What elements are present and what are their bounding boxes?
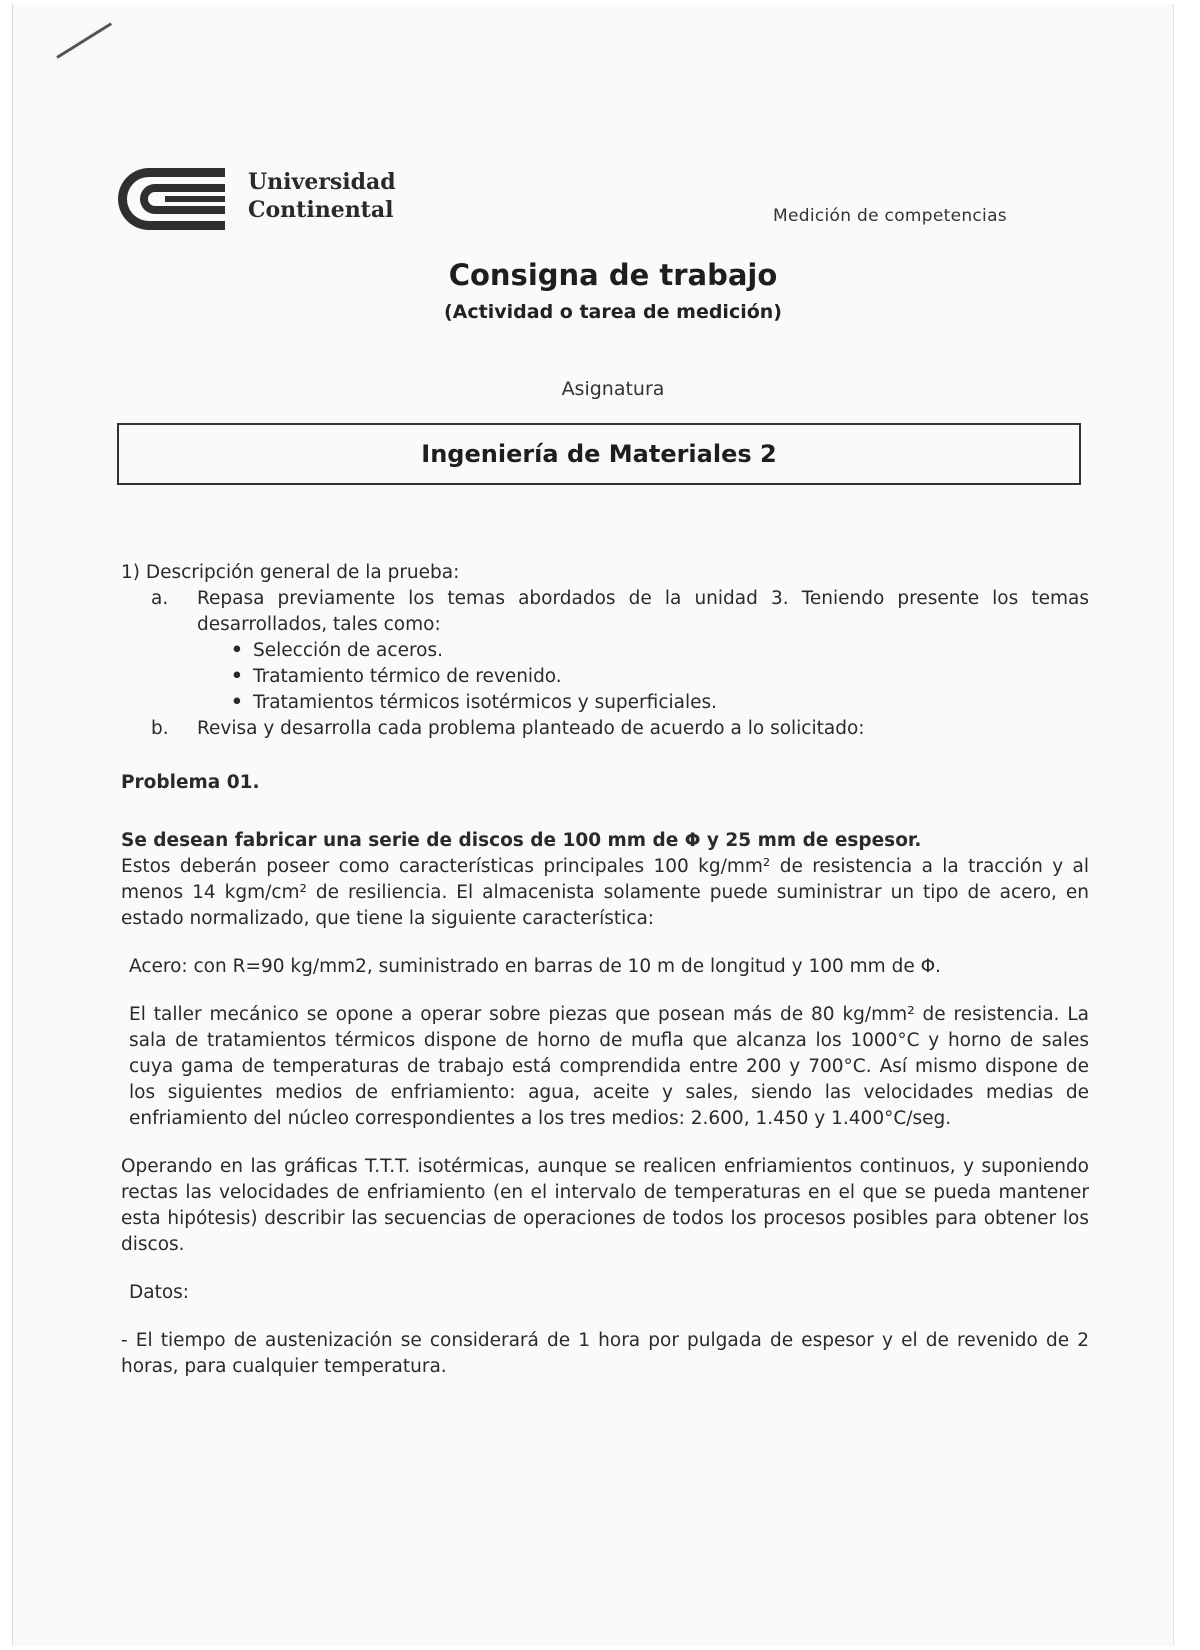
document-page	[12, 4, 1174, 1646]
problem-paragraph-1: Estos deberán poseer como características principales 100 kg/mm² de resistencia a la tracción y al menos 14 kgm/cm² de resiliencia. El almacenista solamente puede suministrar un tipo de acero, en estado normalizado, que tiene la siguiente característica:	[121, 856, 1089, 929]
problem-paragraph-3: El taller mecánico se opone a operar sobre piezas que posean más de 80 kg/mm² de resistencia. La sala de tratamientos térmicos dispone de horno de mufla que alcanza los 1000°C y horno de sales cuya gama de temperaturas de trabajo está comprendida entre 200 y 700°C. Así mismo dispone de los siguientes medios de enfriamiento: agua, aceite y sales, siendo las velocidades medias de enfriamiento del núcleo correspondientes a los tres medios: 2.600, 1.450 y 1.400°C/seg.	[129, 1004, 1089, 1129]
subject-name: Ingeniería de Materiales 2	[421, 440, 777, 468]
list-text-b: Revisa y desarrolla cada problema planteado de acuerdo a lo solicitado:	[197, 718, 865, 739]
problem-paragraph-2: Acero: con R=90 kg/mm2, suministrado en barras de 10 m de longitud y 100 mm de Φ.	[129, 956, 942, 977]
page-title: Consigna de trabajo	[448, 258, 778, 292]
topic-bullet: • Tratamiento térmico de revenido.	[227, 664, 1089, 690]
university-name-line2: Continental	[248, 197, 394, 223]
datos-label: Datos:	[129, 1282, 190, 1303]
university-name	[248, 168, 396, 224]
header-measurement-label: Medición de competencias	[773, 206, 1007, 226]
pen-stroke-mark	[56, 22, 112, 58]
document-body	[121, 560, 1089, 1380]
subject-label: Asignatura	[561, 378, 665, 400]
list-marker-b: b.	[151, 718, 169, 739]
problem-lead: Se desean fabricar una serie de discos de 100 mm de Φ y 25 mm de espesor.	[121, 830, 922, 851]
topic-bullet: • Tratamientos térmicos isotérmicos y superficiales.	[227, 690, 1089, 716]
problem-title: Problema 01.	[121, 772, 260, 793]
list-marker-a: a.	[151, 588, 169, 609]
topic-bullet: • Selección de aceros.	[227, 638, 1089, 664]
section-heading: 1) Descripción general de la prueba:	[121, 562, 460, 583]
subject-name-box	[117, 423, 1081, 485]
continental-logo-icon	[113, 164, 228, 234]
list-item-a	[151, 586, 1089, 638]
list-text-a: Repasa previamente los temas abordados de la unidad 3. Teniendo presente los temas desarrollados, tales como:	[197, 588, 1089, 635]
page-subtitle: (Actividad o tarea de medición)	[444, 301, 782, 323]
university-logo	[113, 164, 453, 234]
list-item-b	[151, 716, 1089, 742]
university-name-line1: Universidad	[248, 169, 396, 195]
topics-list	[227, 638, 1089, 716]
datos-item: - El tiempo de austenización se considerará de 1 hora por pulgada de espesor y el de revenido de 2 horas, para cualquier temperatura.	[121, 1330, 1089, 1377]
problem-paragraph-4: Operando en las gráficas T.T.T. isotérmicas, aunque se realicen enfriamientos continuos, y suponiendo rectas las velocidades de enfriamiento (en el intervalo de temperaturas en el que se pueda mantener esta hipótesis) describir las secuencias de operaciones de todos los procesos posibles para obtener los discos.	[121, 1156, 1089, 1255]
